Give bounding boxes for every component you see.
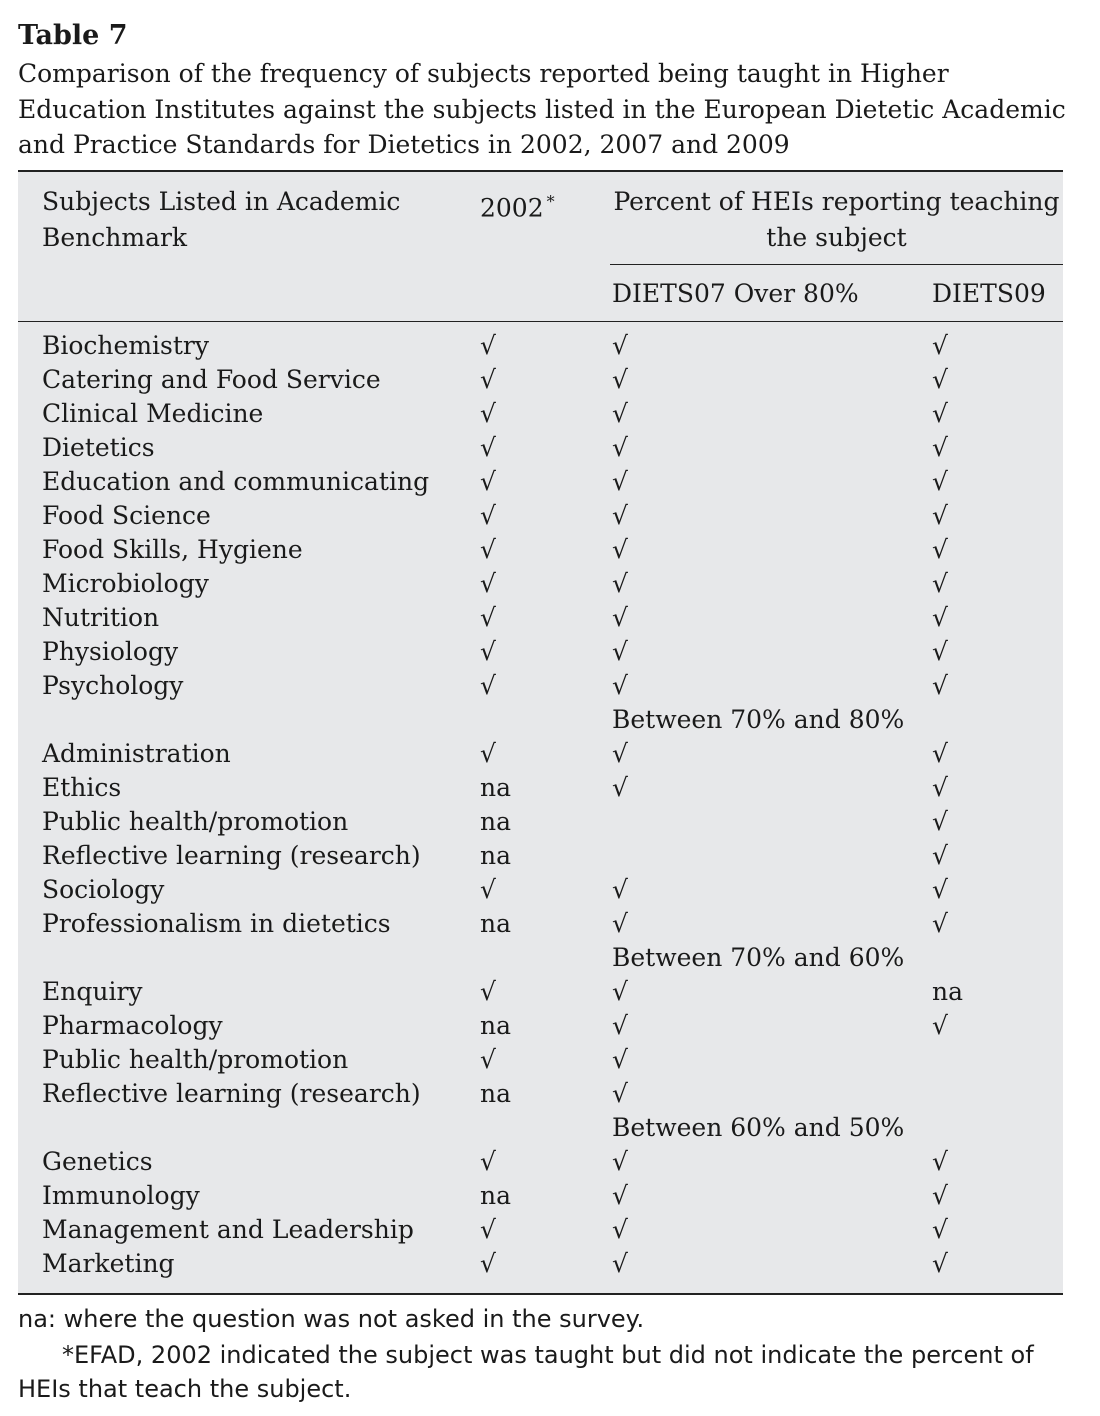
- col-diets07-cell: √: [612, 1181, 628, 1210]
- col-2002-cell: √: [480, 875, 496, 904]
- subject-cell: Reflective learning (research): [42, 1079, 421, 1108]
- subject-cell: Genetics: [42, 1147, 153, 1176]
- col-diets09-cell: √: [932, 807, 948, 836]
- header-2002-label: 2002: [480, 193, 544, 223]
- group-label: Between 70% and 60%: [612, 943, 905, 972]
- col-2002-cell: √: [480, 1249, 496, 1278]
- col-diets09-cell: √: [932, 1147, 948, 1176]
- col-diets09-cell: √: [932, 1181, 948, 1210]
- header-subjects: Subjects Listed in Academic Benchmark: [42, 187, 401, 252]
- col-diets09-cell: √: [932, 1011, 948, 1040]
- subject-cell: Catering and Food Service: [42, 365, 381, 394]
- subject-cell: Public health/promotion: [42, 1045, 349, 1074]
- subject-cell: Ethics: [42, 773, 122, 802]
- subject-cell: Clinical Medicine: [42, 399, 264, 428]
- col-diets07-cell: √: [612, 739, 628, 768]
- col-2002-cell: na: [480, 841, 512, 870]
- col-diets07-cell: √: [612, 909, 628, 938]
- col-diets09-cell: √: [932, 501, 948, 530]
- col-diets09-cell: √: [932, 875, 948, 904]
- col-diets09-cell: √: [932, 467, 948, 496]
- subject-cell: Food Skills, Hygiene: [42, 535, 303, 564]
- col-diets07-cell: √: [612, 977, 628, 1006]
- header-rule-partial: [610, 264, 1063, 265]
- subject-cell: Management and Leadership: [42, 1215, 414, 1244]
- col-diets09-cell: √: [932, 1215, 948, 1244]
- col-2002-cell: √: [480, 535, 496, 564]
- subject-cell: Sociology: [42, 875, 165, 904]
- subject-cell: Dietetics: [42, 433, 155, 462]
- subject-cell: Nutrition: [42, 603, 160, 632]
- subject-cell: Professionalism in dietetics: [42, 909, 391, 938]
- col-diets09-cell: √: [932, 671, 948, 700]
- col-2002-cell: √: [480, 365, 496, 394]
- col-2002-cell: √: [480, 977, 496, 1006]
- col-diets07-cell: √: [612, 501, 628, 530]
- col-diets07-cell: √: [612, 1249, 628, 1278]
- col-2002-cell: √: [480, 739, 496, 768]
- col-diets07-cell: √: [612, 773, 628, 802]
- col-diets07-cell: √: [612, 467, 628, 496]
- col-diets09-cell: √: [932, 909, 948, 938]
- header-diets09: DIETS09: [932, 279, 1046, 308]
- subject-cell: Pharmacology: [42, 1011, 223, 1040]
- col-diets09-cell: √: [932, 399, 948, 428]
- col-diets09-cell: na: [932, 977, 964, 1006]
- col-diets07-cell: √: [612, 1215, 628, 1244]
- col-diets07-cell: √: [612, 1147, 628, 1176]
- table-label: Table 7: [18, 20, 128, 51]
- subject-cell: Enquiry: [42, 977, 143, 1006]
- subject-cell: Food Science: [42, 501, 211, 530]
- col-diets07-cell: √: [612, 603, 628, 632]
- col-diets07-cell: √: [612, 637, 628, 666]
- subject-cell: Physiology: [42, 637, 179, 666]
- col-diets07-cell: √: [612, 671, 628, 700]
- col-diets07-cell: √: [612, 1011, 628, 1040]
- header-rule-full: [18, 321, 1063, 322]
- subject-cell: Administration: [42, 739, 231, 768]
- col-diets09-cell: √: [932, 739, 948, 768]
- group-label: Between 70% and 80%: [612, 705, 905, 734]
- col-diets07-cell: √: [612, 433, 628, 462]
- col-diets07-cell: √: [612, 1045, 628, 1074]
- header-percent: Percent of HEIs reporting teaching the subject: [613, 187, 1060, 252]
- header-diets07: DIETS07 Over 80%: [612, 279, 859, 308]
- col-2002-cell: √: [480, 331, 496, 360]
- footnote-na: na: where the question was not asked in the survey.: [18, 1305, 645, 1333]
- col-2002-cell: √: [480, 1215, 496, 1244]
- subject-cell: Marketing: [42, 1249, 175, 1278]
- col-2002-cell: na: [480, 1079, 512, 1108]
- col-diets09-cell: √: [932, 603, 948, 632]
- table-caption: Comparison of the frequency of subjects reported being taught in Higher Education Institutes against the subjects listed in the European Dietetic Academic and Practice Standards for Dietetics in 2002, 2007 and 2009: [18, 59, 1066, 159]
- col-diets09-cell: √: [932, 637, 948, 666]
- col-2002-cell: na: [480, 807, 512, 836]
- col-diets07-cell: √: [612, 569, 628, 598]
- subject-cell: Public health/promotion: [42, 807, 349, 836]
- col-2002-cell: √: [480, 603, 496, 632]
- col-diets09-cell: √: [932, 433, 948, 462]
- col-2002-cell: √: [480, 637, 496, 666]
- subject-cell: Education and communicating: [42, 467, 430, 496]
- col-2002-cell: √: [480, 501, 496, 530]
- col-2002-cell: √: [480, 433, 496, 462]
- subject-cell: Psychology: [42, 671, 184, 700]
- col-2002-cell: √: [480, 671, 496, 700]
- col-diets09-cell: √: [932, 1249, 948, 1278]
- col-2002-cell: na: [480, 909, 512, 938]
- col-diets07-cell: √: [612, 535, 628, 564]
- col-2002-cell: √: [480, 467, 496, 496]
- col-diets09-cell: √: [932, 773, 948, 802]
- data-table: [18, 170, 1063, 1295]
- col-2002-cell: na: [480, 773, 512, 802]
- col-diets07-cell: √: [612, 399, 628, 428]
- col-diets07-cell: √: [612, 875, 628, 904]
- col-diets09-cell: √: [932, 331, 948, 360]
- subject-cell: Microbiology: [42, 569, 209, 598]
- subject-cell: Reflective learning (research): [42, 841, 421, 870]
- col-diets09-cell: √: [932, 365, 948, 394]
- col-diets09-cell: √: [932, 569, 948, 598]
- footnote-asterisk: *EFAD, 2002 indicated the subject was taught but did not indicate the percent of HEIs that teach the subject.: [18, 1341, 1034, 1403]
- col-2002-cell: na: [480, 1181, 512, 1210]
- group-label: Between 60% and 50%: [612, 1113, 905, 1142]
- subject-cell: Biochemistry: [42, 331, 209, 360]
- col-diets09-cell: √: [932, 535, 948, 564]
- col-2002-cell: na: [480, 1011, 512, 1040]
- subject-cell: Immunology: [42, 1181, 200, 1210]
- col-diets07-cell: √: [612, 365, 628, 394]
- col-2002-cell: √: [480, 399, 496, 428]
- col-diets07-cell: √: [612, 331, 628, 360]
- header-asterisk: *: [546, 192, 555, 211]
- col-diets09-cell: √: [932, 841, 948, 870]
- col-2002-cell: √: [480, 1045, 496, 1074]
- col-2002-cell: √: [480, 1147, 496, 1176]
- col-2002-cell: √: [480, 569, 496, 598]
- header-2002: [480, 184, 555, 226]
- col-diets07-cell: √: [612, 1079, 628, 1108]
